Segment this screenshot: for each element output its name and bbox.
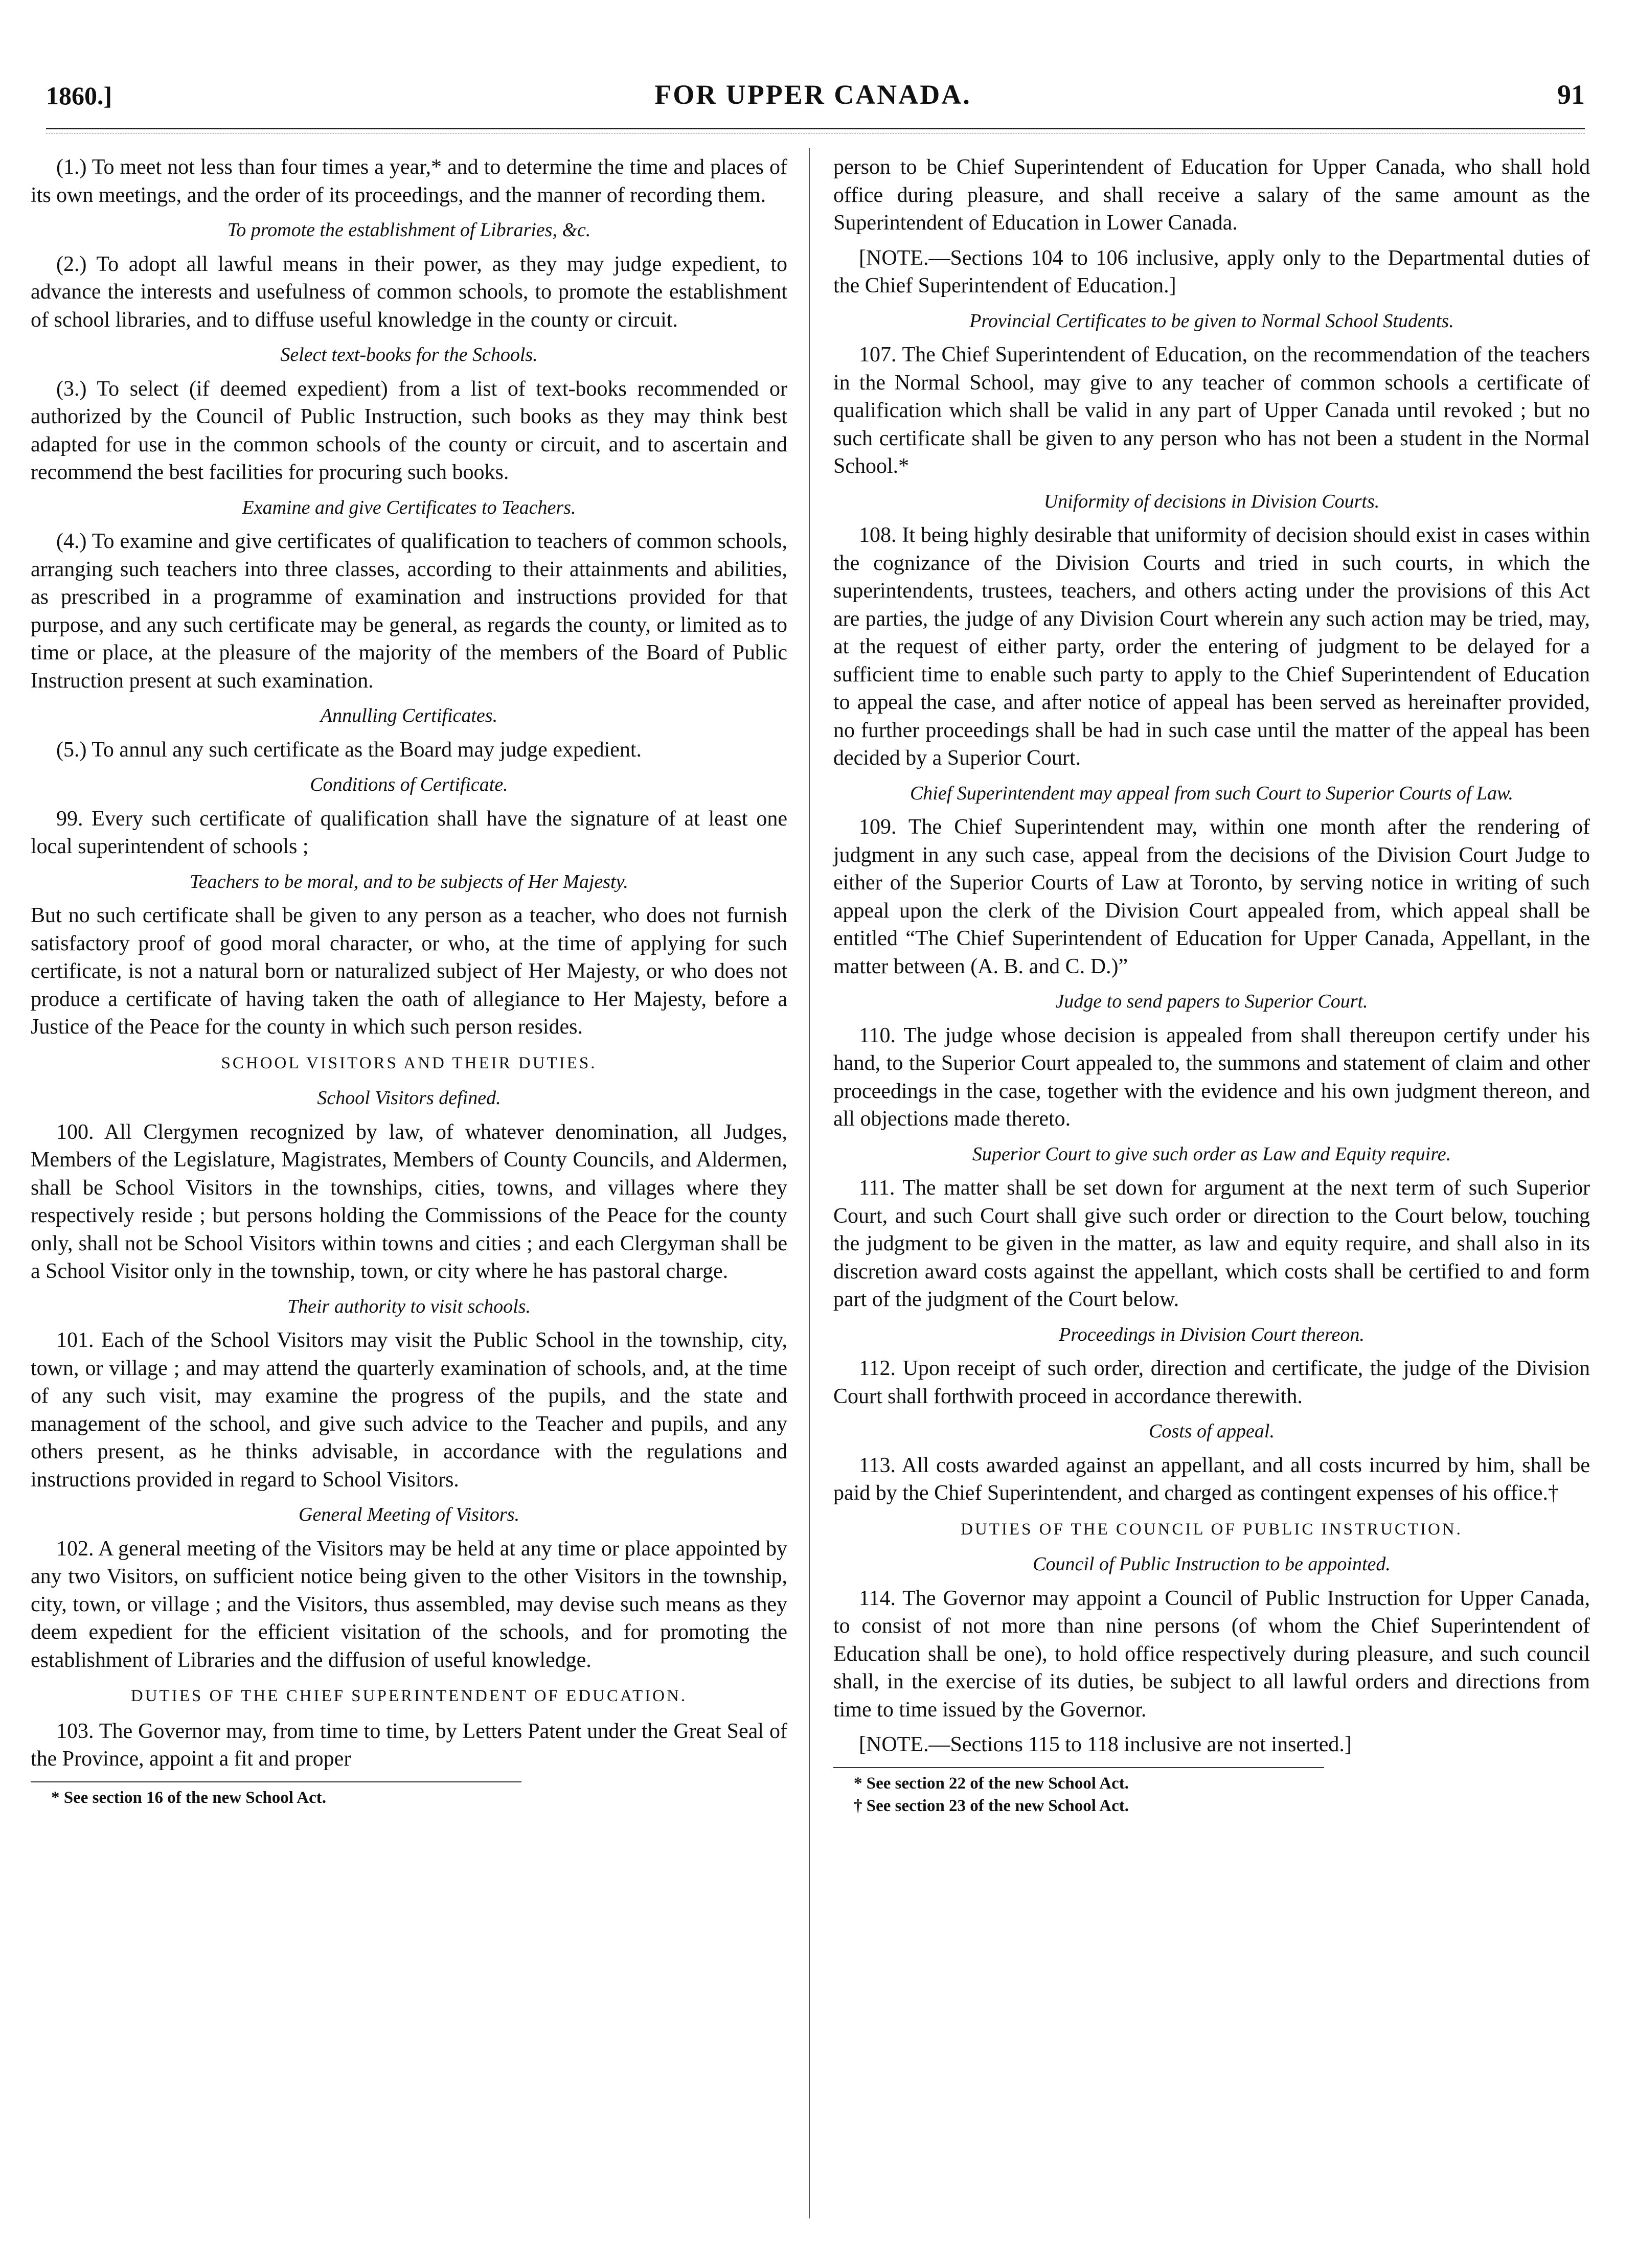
header-rule — [46, 128, 1585, 129]
section-heading: Examine and give Certificates to Teachers. — [242, 496, 576, 518]
section-heading: Select text-books for the Schools. — [280, 344, 538, 365]
paragraph: 101. Each of the School Visitors may visit the Public School in the township, city, town, or village ; and may attend the quarterly examination of schools, and, at the time of any such visit, may examine the progress of the pupils, and the state and management of the school, and give such advice to the Teacher and pupils, and any others present, as he thinks advisable, in accordance with the regulations and instructions provided in regard to School Visitors. — [31, 1328, 787, 1492]
section-heading: Provincial Certificates to be given to Normal School Students. — [969, 310, 1454, 332]
paragraph: 112. Upon receipt of such order, direction and certificate, the judge of the Division Court shall forthwith proceed in accordance therewith. — [833, 1357, 1590, 1408]
paragraph: 109. The Chief Superintendent may, within one month after the rendering of judgment in any such case, appeal from the decisions of the Division Court Judge to either of the Superior Courts of Law at Toronto, by serving notice in writing of such appeal upon the clerk of the Division Court appealed from, which appeal shall be entitled “The Chief Superintendent of Education for Upper Canada, Appellant, in the matter between (A. B. and C. D.)” — [833, 815, 1590, 978]
paragraph: (2.) To adopt all lawful means in their power, as they may judge expedient, to advance the interests and usefulness of common schools, to promote the establishment of school libraries, and to diffuse useful knowledge in the county or circuit. — [31, 252, 787, 332]
column-divider — [809, 148, 810, 2218]
section-heading: Costs of appeal. — [1149, 1421, 1275, 1442]
footnote: * See section 16 of the new School Act. — [51, 1788, 327, 1807]
note: [NOTE.—Sections 104 to 106 inclusive, apply only to the Departmental duties of the Chief Superintendent of Education.] — [833, 246, 1590, 297]
caps-heading: SCHOOL VISITORS AND THEIR DUTIES. — [221, 1053, 597, 1072]
footnote: * See section 22 of the new School Act. — [854, 1774, 1129, 1793]
left-column — [31, 153, 787, 1809]
paragraph: 100. All Clergymen recognized by law, of whatever denomination, all Judges, Members of the Legislature, Magistrates, Members of County Councils, and Aldermen, shall be School Visitors in the townships, cities, towns, and villages where they respectively reside ; but persons holding the Commissions of the Peace for the county only, shall not be School Visitors within towns and cities ; and each Clergyman shall be a School Visitor only in the township, town, or city where he has pastoral charge. — [31, 1120, 787, 1283]
paragraph: 113. All costs awarded against an appellant, and all costs incurred by him, shall be paid by the Chief Superintendent, and charged as contingent expenses of his office.† — [833, 1453, 1590, 1505]
section-heading: Uniformity of decisions in Division Courts. — [1043, 490, 1380, 512]
paragraph: 111. The matter shall be set down for argument at the next term of such Superior Court, and such Court shall give such order or direction to the Court below, touching the judgment to be given in the matter, as law and equity require, and shall also in its discretion award costs against the appellant, which costs shall be certified to and form part of the judgment of the Court below. — [833, 1176, 1590, 1311]
right-column — [833, 153, 1590, 1817]
paragraph: (3.) To select (if deemed expedient) from a list of text-books recommended or authorized by the Council of Public Instruction, such books as they may think best adapted for use in the common schools of the county or circuit, and to ascertain and recommend the best facilities for procuring such books. — [31, 377, 787, 484]
section-heading: Their authority to visit schools. — [287, 1295, 531, 1317]
section-heading: Council of Public Instruction to be appointed. — [1033, 1553, 1391, 1575]
paragraph: (4.) To examine and give certificates of qualification to teachers of common schools, arranging such teachers into three classes, according to their attainments and abilities, as prescribed in a programme of examination and instructions provided for that purpose, and any such certificate may be general, as regards the county, or limited as to time or place, at the pleasure of the majority of the members of the Board of Public Instruction present at such examination. — [31, 530, 787, 693]
section-heading: General Meeting of Visitors. — [298, 1504, 519, 1525]
paragraph: 110. The judge whose decision is appealed from shall thereupon certify under his hand, to the Superior Court appealed to, the summons and statement of claim and other proceedings in the case, together with the evidence and his own judgment thereon, and all objections made thereto. — [833, 1023, 1590, 1131]
page-number: 91 — [1557, 79, 1585, 110]
paragraph: 114. The Governor may appoint a Council of Public Instruction for Upper Canada, to consist of not more than nine persons (of whom the Chief Superintendent of Education shall be one), to hold office respectively during pleasure, and such council shall, in the exercise of its duties, be subject to all lawful orders and directions from time to time issued by the Governor. — [833, 1586, 1590, 1722]
section-heading: Superior Court to give such order as Law and Equity require. — [972, 1143, 1451, 1165]
paragraph: 102. A general meeting of the Visitors may be held at any time or place appointed by any two Visitors, on sufficient notice being given to the other Visitors in the township, city, town, or village ; and the Visitors, thus assembled, may devise such means as they deem expedient for the efficient visitation of the schools, and for promoting the establishment of Libraries and the diffusion of useful knowledge. — [31, 1537, 787, 1672]
section-heading: School Visitors defined. — [317, 1087, 501, 1109]
section-heading: Conditions of Certificate. — [310, 774, 508, 795]
footnote: † See section 23 of the new School Act. — [854, 1796, 1129, 1815]
paragraph: 103. The Governor may, from time to time, by Letters Patent under the Great Seal of the Province, appoint a fit and proper — [31, 1719, 787, 1771]
caps-heading: DUTIES OF THE CHIEF SUPERINTENDENT OF EDUCATION. — [130, 1687, 688, 1705]
caps-heading: DUTIES OF THE COUNCIL OF PUBLIC INSTRUCTION. — [961, 1520, 1463, 1539]
paragraph: 108. It being highly desirable that uniformity of decision should exist in cases within the cognizance of the Division Courts and tried in such courts, in which the superintendents, trustees, teachers, and others acting under the provisions of this Act are parties, the judge of any Division Court wherein any such action may be tried, may, at the request of either party, order the entering of judgment to be delayed for a sufficient time to enable such party to apply to the Chief Superintendent of Education to appeal the case, and after notice of appeal has been served as hereinafter provided, no further proceedings shall be had in such case until the matter of the appeal has been decided by a Superior Court. — [833, 523, 1590, 770]
page-header — [31, 72, 1595, 118]
section-heading: To promote the establishment of Libraries, &c. — [227, 219, 591, 241]
footnote-rule — [833, 1767, 1324, 1768]
document-page — [31, 72, 1595, 2239]
header-year: 1860.] — [46, 81, 112, 110]
paragraph: (1.) To meet not less than four times a year,* and to determine the time and places of its own meetings, and the order of its proceedings, and the manner of recording them. — [31, 155, 787, 207]
section-heading: Proceedings in Division Court thereon. — [1059, 1323, 1365, 1345]
paragraph: (5.) To annul any such certificate as the Board may judge expedient. — [56, 738, 642, 762]
section-heading: Chief Superintendent may appeal from such Court to Superior Courts of Law. — [910, 782, 1514, 804]
section-heading: Annulling Certificates. — [320, 705, 498, 726]
section-heading: Judge to send papers to Superior Court. — [1055, 991, 1368, 1012]
footnote-rule — [31, 1781, 521, 1782]
header-title: FOR UPPER CANADA. — [654, 79, 971, 110]
paragraph: But no such certificate shall be given to any person as a teacher, who does not furnish satisfactory proof of good moral character, or who, at the time of applying for such certificate, is not a natural born or naturalized subject of Her Majesty, or who does not produce a certificate of having taken the oath of allegiance to Her Majesty, before a Justice of the Peace for the county in which such person resides. — [31, 904, 787, 1039]
paragraph: person to be Chief Superintendent of Education for Upper Canada, who shall hold office during pleasure, and shall receive a salary of the same amount as the Superintendent of Education in Lower Canada. — [833, 155, 1590, 235]
note: [NOTE.—Sections 115 to 118 inclusive are not inserted.] — [859, 1733, 1352, 1756]
section-heading: Teachers to be moral, and to be subjects of Her Majesty. — [190, 870, 628, 892]
paragraph: 107. The Chief Superintendent of Education, on the recommendation of the teachers in the Normal School, may give to any teacher of common schools a certificate of qualification which shall be valid in any part of Upper Canada until revoked ; but no such certificate shall be given to any person who has not been a student in the Normal School.* — [833, 343, 1590, 478]
paragraph: 99. Every such certificate of qualification shall have the signature of at least one local superintendent of schools ; — [31, 807, 787, 858]
